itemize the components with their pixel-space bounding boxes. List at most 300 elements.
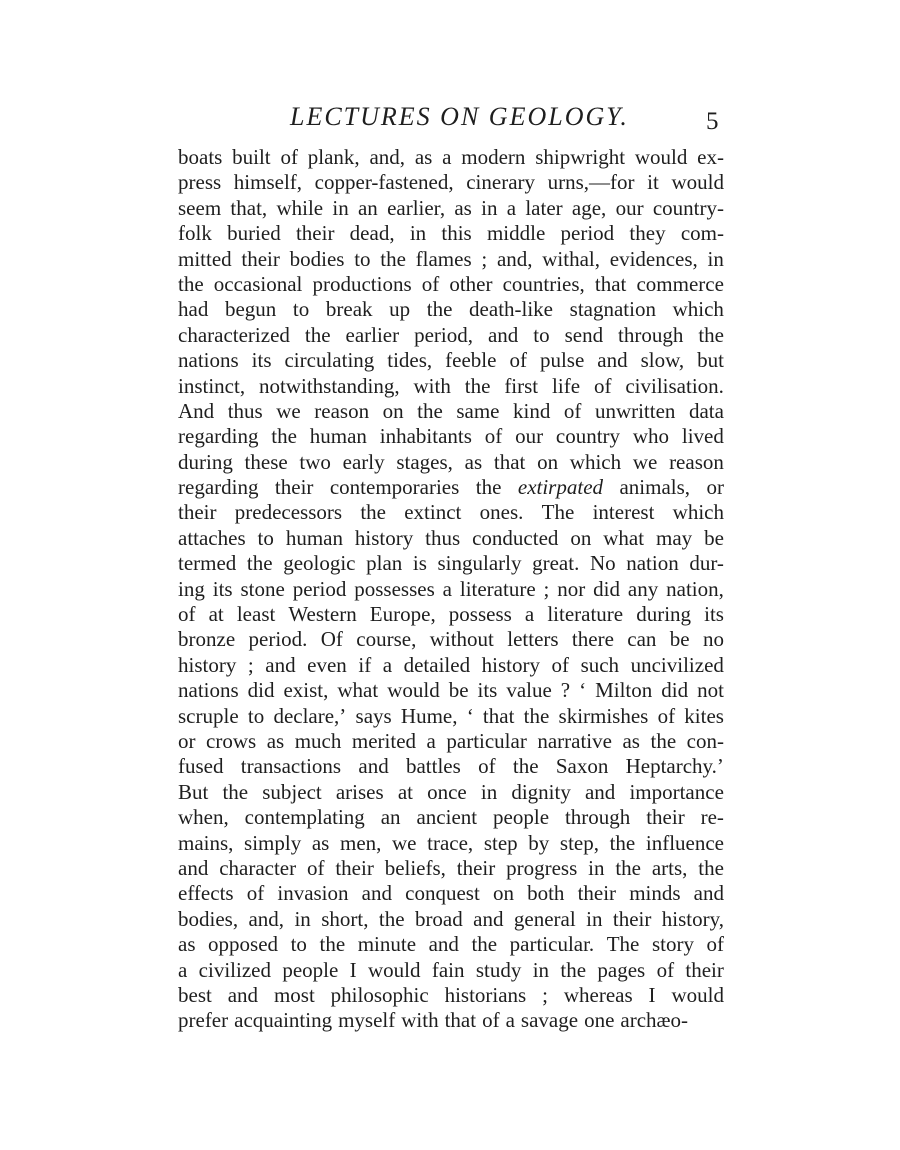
text-line xyxy=(178,831,724,856)
word: mains, xyxy=(178,830,234,855)
word: the xyxy=(271,424,297,449)
word: early xyxy=(342,449,385,474)
word: copper-fastened, xyxy=(314,170,454,195)
word: but xyxy=(697,348,724,373)
word: the xyxy=(246,551,273,576)
word: human xyxy=(309,424,367,449)
word: and xyxy=(584,779,616,804)
word: and xyxy=(361,881,392,906)
word: the xyxy=(380,246,406,271)
word: the xyxy=(464,373,491,398)
word: of xyxy=(178,602,196,627)
word: reason xyxy=(314,398,370,423)
word: invasion xyxy=(277,881,349,906)
word: this xyxy=(441,221,472,246)
word: a xyxy=(382,652,393,677)
word: Europe, xyxy=(369,602,436,627)
word: that xyxy=(444,1008,477,1033)
text-line xyxy=(178,348,724,373)
word: of xyxy=(657,703,676,728)
word: did xyxy=(661,678,689,703)
word: Milton xyxy=(595,678,653,703)
word: notwithstanding, xyxy=(259,373,400,398)
word: regarding xyxy=(178,475,259,500)
word: or xyxy=(706,475,724,500)
word: story xyxy=(651,932,694,957)
word: stone xyxy=(240,576,285,601)
word: an xyxy=(380,805,401,830)
word: But xyxy=(178,779,209,804)
word: of xyxy=(280,145,298,169)
text-line xyxy=(178,450,724,475)
word: of xyxy=(478,754,496,779)
text-line xyxy=(178,297,724,322)
word: nor xyxy=(557,576,586,601)
word: Heptarchy.’ xyxy=(625,754,724,779)
word: begun xyxy=(224,297,277,322)
text-line xyxy=(178,500,724,525)
word: exist, xyxy=(283,678,329,703)
word: pulse xyxy=(539,348,585,373)
word: history xyxy=(178,652,237,677)
word: commerce xyxy=(636,271,724,296)
word: interest xyxy=(592,500,655,525)
word: effects xyxy=(178,881,234,906)
text-line xyxy=(178,374,724,399)
word: a xyxy=(442,145,452,169)
word: life xyxy=(552,373,581,398)
word: scruple xyxy=(178,703,239,728)
word: Hume, xyxy=(400,703,458,728)
word: withal, xyxy=(542,246,601,271)
word: modern xyxy=(461,145,526,169)
word: the xyxy=(650,728,677,753)
word: or xyxy=(178,728,196,753)
word: arises xyxy=(335,779,384,804)
word: boats xyxy=(178,145,223,169)
word: No xyxy=(589,551,616,576)
word: possesses xyxy=(354,576,435,601)
text-line xyxy=(178,881,724,906)
word: to xyxy=(247,703,265,728)
word: occasional xyxy=(213,271,303,296)
word: its xyxy=(212,576,233,601)
word: on xyxy=(570,525,592,550)
word: particular. xyxy=(509,932,595,957)
word: would xyxy=(634,145,688,169)
word: a xyxy=(442,576,452,601)
word: letters xyxy=(507,627,559,652)
word: nation, xyxy=(666,576,724,601)
text-line xyxy=(178,221,724,246)
word: of xyxy=(563,398,582,423)
word: built xyxy=(232,145,271,169)
word: plank, xyxy=(307,145,360,169)
word: and xyxy=(693,881,724,906)
word: their xyxy=(241,246,280,271)
word: ; xyxy=(542,982,548,1007)
word: singularly xyxy=(437,551,522,576)
word: on xyxy=(492,881,514,906)
word: plan xyxy=(366,551,403,576)
word: of xyxy=(484,424,503,449)
word: conducted xyxy=(472,525,559,550)
word: and, xyxy=(248,906,285,931)
word: the xyxy=(426,297,453,322)
word: history, xyxy=(661,906,724,931)
word: The xyxy=(541,500,575,525)
word: in xyxy=(586,906,603,931)
word: thus xyxy=(227,398,263,423)
word: broad xyxy=(414,906,463,931)
word: data xyxy=(688,398,724,423)
word: ; xyxy=(543,576,550,601)
word: human xyxy=(285,525,343,550)
word: beliefs, xyxy=(384,855,446,880)
word: we xyxy=(632,449,658,474)
word: our xyxy=(615,195,644,220)
word: And xyxy=(178,398,215,423)
word: such xyxy=(580,652,620,677)
word: dignity xyxy=(511,779,571,804)
word: both xyxy=(527,881,565,906)
word: of xyxy=(656,957,675,982)
word: minute xyxy=(357,932,417,957)
word: declare,’ xyxy=(273,703,347,728)
word: arts, xyxy=(651,855,688,880)
word: most xyxy=(273,982,315,1007)
word: on xyxy=(537,449,559,474)
word: send xyxy=(564,322,604,347)
word: can xyxy=(627,627,657,652)
word: earlier xyxy=(345,322,400,347)
text-line xyxy=(178,526,724,551)
text-line xyxy=(178,145,724,170)
word: geologic xyxy=(283,551,356,576)
word: value xyxy=(506,678,552,703)
word: that xyxy=(482,703,515,728)
body-text xyxy=(178,145,724,1034)
word: to xyxy=(292,297,310,322)
word: through xyxy=(618,322,684,347)
text-line xyxy=(178,399,724,424)
word: and, xyxy=(496,246,533,271)
word: in xyxy=(532,957,550,982)
word: fused xyxy=(178,754,224,779)
word: ex- xyxy=(697,145,724,169)
word: archæo- xyxy=(620,1008,689,1033)
word: with xyxy=(401,1008,439,1033)
word: ‘ xyxy=(466,703,474,728)
word: stagnation xyxy=(569,297,656,322)
word: the xyxy=(523,703,550,728)
word: the xyxy=(475,475,502,500)
word: himself, xyxy=(233,170,303,195)
word: that, xyxy=(230,195,268,220)
word: of xyxy=(706,932,724,957)
word: instinct, xyxy=(178,373,246,398)
word: productions xyxy=(312,271,412,296)
word: in xyxy=(480,779,498,804)
word: myself xyxy=(338,1008,396,1033)
word: in xyxy=(294,906,311,931)
word: same xyxy=(456,398,500,423)
word: conquest xyxy=(405,881,480,906)
word: two xyxy=(299,449,331,474)
word: evidences, xyxy=(609,246,698,271)
word: con- xyxy=(686,728,724,753)
word: short, xyxy=(321,906,369,931)
word: I xyxy=(349,957,357,982)
word: characterized xyxy=(178,322,290,347)
text-line xyxy=(178,907,724,932)
word: through xyxy=(564,805,631,830)
word: that xyxy=(594,271,627,296)
word: of xyxy=(482,1008,500,1033)
word: during xyxy=(178,449,233,474)
word: nation xyxy=(626,551,679,576)
word: shipwright xyxy=(535,145,626,169)
word: prefer xyxy=(178,1008,229,1033)
word: no xyxy=(702,627,724,652)
word: what xyxy=(603,525,645,550)
word: a xyxy=(178,957,188,982)
word: historians xyxy=(444,982,527,1007)
word: the xyxy=(615,855,641,880)
word: civilisation. xyxy=(625,373,724,398)
word: the xyxy=(512,754,539,779)
word: ones. xyxy=(479,500,524,525)
word: at xyxy=(397,779,413,804)
text-line xyxy=(178,247,724,272)
word: which xyxy=(672,500,724,525)
text-line xyxy=(178,551,724,576)
word: a xyxy=(506,195,517,220)
word: the xyxy=(178,271,204,296)
word: to xyxy=(354,246,371,271)
word: and xyxy=(487,322,519,347)
word: civilized xyxy=(198,957,271,982)
word: says xyxy=(355,703,392,728)
word: to xyxy=(290,932,307,957)
word: the xyxy=(471,932,498,957)
word: their xyxy=(646,805,685,830)
word: ; xyxy=(247,652,254,677)
word: ing xyxy=(178,576,205,601)
text-line xyxy=(178,272,724,297)
word: a xyxy=(426,728,436,753)
word: as xyxy=(266,728,285,753)
word: lived xyxy=(681,424,724,449)
word: once xyxy=(427,779,467,804)
word: in xyxy=(588,855,605,880)
word: of xyxy=(306,855,325,880)
word: we xyxy=(392,830,417,855)
word: which xyxy=(569,449,622,474)
word: and xyxy=(227,982,259,1007)
word: ; xyxy=(481,246,488,271)
text-line xyxy=(178,196,724,221)
word: break xyxy=(325,297,373,322)
text-line xyxy=(178,729,724,754)
word: country- xyxy=(652,195,724,220)
word: one xyxy=(584,1008,615,1033)
word: country xyxy=(555,424,621,449)
word: its xyxy=(704,602,724,627)
word: of xyxy=(509,348,527,373)
word: with xyxy=(413,373,451,398)
text-line xyxy=(178,577,724,602)
text-line xyxy=(178,678,724,703)
word: a xyxy=(524,602,535,627)
word: Of xyxy=(320,627,343,652)
text-line xyxy=(178,323,724,348)
word: as xyxy=(622,728,640,753)
word: extinct xyxy=(404,500,462,525)
word: be xyxy=(704,525,724,550)
word: in xyxy=(481,195,498,220)
word: would xyxy=(671,170,724,195)
word: particular xyxy=(446,728,527,753)
text-line xyxy=(178,653,724,678)
word: termed xyxy=(178,551,237,576)
word: on xyxy=(382,398,404,423)
word: general xyxy=(513,906,576,931)
word: had xyxy=(178,297,209,322)
word: Saxon xyxy=(555,754,609,779)
word: subject xyxy=(262,779,322,804)
word: seem xyxy=(178,195,222,220)
word: tides, xyxy=(387,348,433,373)
word: the xyxy=(360,500,386,525)
word: without xyxy=(429,627,494,652)
word: ancient xyxy=(416,805,478,830)
word: to xyxy=(257,525,274,550)
word: urns,—for xyxy=(547,170,635,195)
word: regarding xyxy=(178,424,259,449)
word: and xyxy=(473,906,504,931)
text-line xyxy=(178,780,724,805)
word: history xyxy=(354,525,414,550)
word: nations xyxy=(178,678,239,703)
word: up xyxy=(389,297,411,322)
word: would xyxy=(671,982,724,1007)
word: much xyxy=(294,728,342,753)
word: progress xyxy=(506,855,578,880)
word: contemporaries xyxy=(329,475,460,500)
word: would xyxy=(368,957,421,982)
word: as xyxy=(311,830,330,855)
word: age, xyxy=(571,195,607,220)
word: be xyxy=(448,678,469,703)
word: and xyxy=(597,348,628,373)
word: merited xyxy=(351,728,417,753)
word: thus xyxy=(425,525,461,550)
word: cinerary xyxy=(466,170,536,195)
word: minds xyxy=(629,881,681,906)
word: their xyxy=(295,221,335,246)
word: transactions xyxy=(240,754,342,779)
word: history xyxy=(481,652,540,677)
word: animals, xyxy=(619,475,691,500)
word: their xyxy=(612,906,652,931)
text-line xyxy=(178,754,724,779)
word: com- xyxy=(680,221,724,246)
text-line xyxy=(178,1008,724,1033)
word: of xyxy=(551,652,570,677)
word: their xyxy=(274,475,314,500)
word: great. xyxy=(532,551,580,576)
running-head: LECTURES ON GEOLOGY. xyxy=(290,102,629,131)
word: fain xyxy=(431,957,465,982)
word: of xyxy=(421,271,440,296)
word: did xyxy=(593,576,621,601)
word: I xyxy=(648,982,656,1007)
word: our xyxy=(515,424,544,449)
word: savage xyxy=(520,1008,579,1033)
word: that xyxy=(493,449,526,474)
word: extirpated xyxy=(517,475,604,500)
word: first xyxy=(504,373,539,398)
word: the xyxy=(222,779,249,804)
word: best xyxy=(178,982,212,1007)
word: there xyxy=(571,627,614,652)
word: study xyxy=(475,957,522,982)
word: people xyxy=(282,957,339,982)
word: step xyxy=(483,830,518,855)
text-line xyxy=(178,805,724,830)
word: period, xyxy=(414,322,473,347)
word: and xyxy=(178,855,209,880)
word: the xyxy=(698,322,724,347)
word: to xyxy=(533,322,550,347)
word: the xyxy=(378,906,405,931)
word: countries, xyxy=(502,271,585,296)
word: and xyxy=(265,652,296,677)
word: any xyxy=(627,576,659,601)
word: bronze xyxy=(178,627,236,652)
word: is xyxy=(412,551,427,576)
word: possess xyxy=(448,602,512,627)
word: nations xyxy=(178,348,239,373)
word: even xyxy=(307,652,347,677)
word: step, xyxy=(559,830,599,855)
word: they xyxy=(629,221,666,246)
text-line xyxy=(178,424,724,449)
word: during xyxy=(636,602,692,627)
word: their xyxy=(456,855,496,880)
word: The xyxy=(606,932,640,957)
word: their xyxy=(577,881,617,906)
word: later xyxy=(525,195,563,220)
word: as xyxy=(454,195,472,220)
word: would xyxy=(387,678,440,703)
word: it xyxy=(647,170,659,195)
word: middle xyxy=(486,221,546,246)
word: literature xyxy=(459,576,536,601)
word: slow, xyxy=(640,348,685,373)
text-line xyxy=(178,958,724,983)
word: men, xyxy=(339,830,382,855)
word: its xyxy=(477,678,498,703)
word: buried xyxy=(227,221,281,246)
word: the xyxy=(560,957,587,982)
word: crows xyxy=(206,728,257,753)
word: philosophic xyxy=(330,982,429,1007)
word: attaches xyxy=(178,525,246,550)
word: pages xyxy=(597,957,646,982)
word: these xyxy=(244,449,288,474)
